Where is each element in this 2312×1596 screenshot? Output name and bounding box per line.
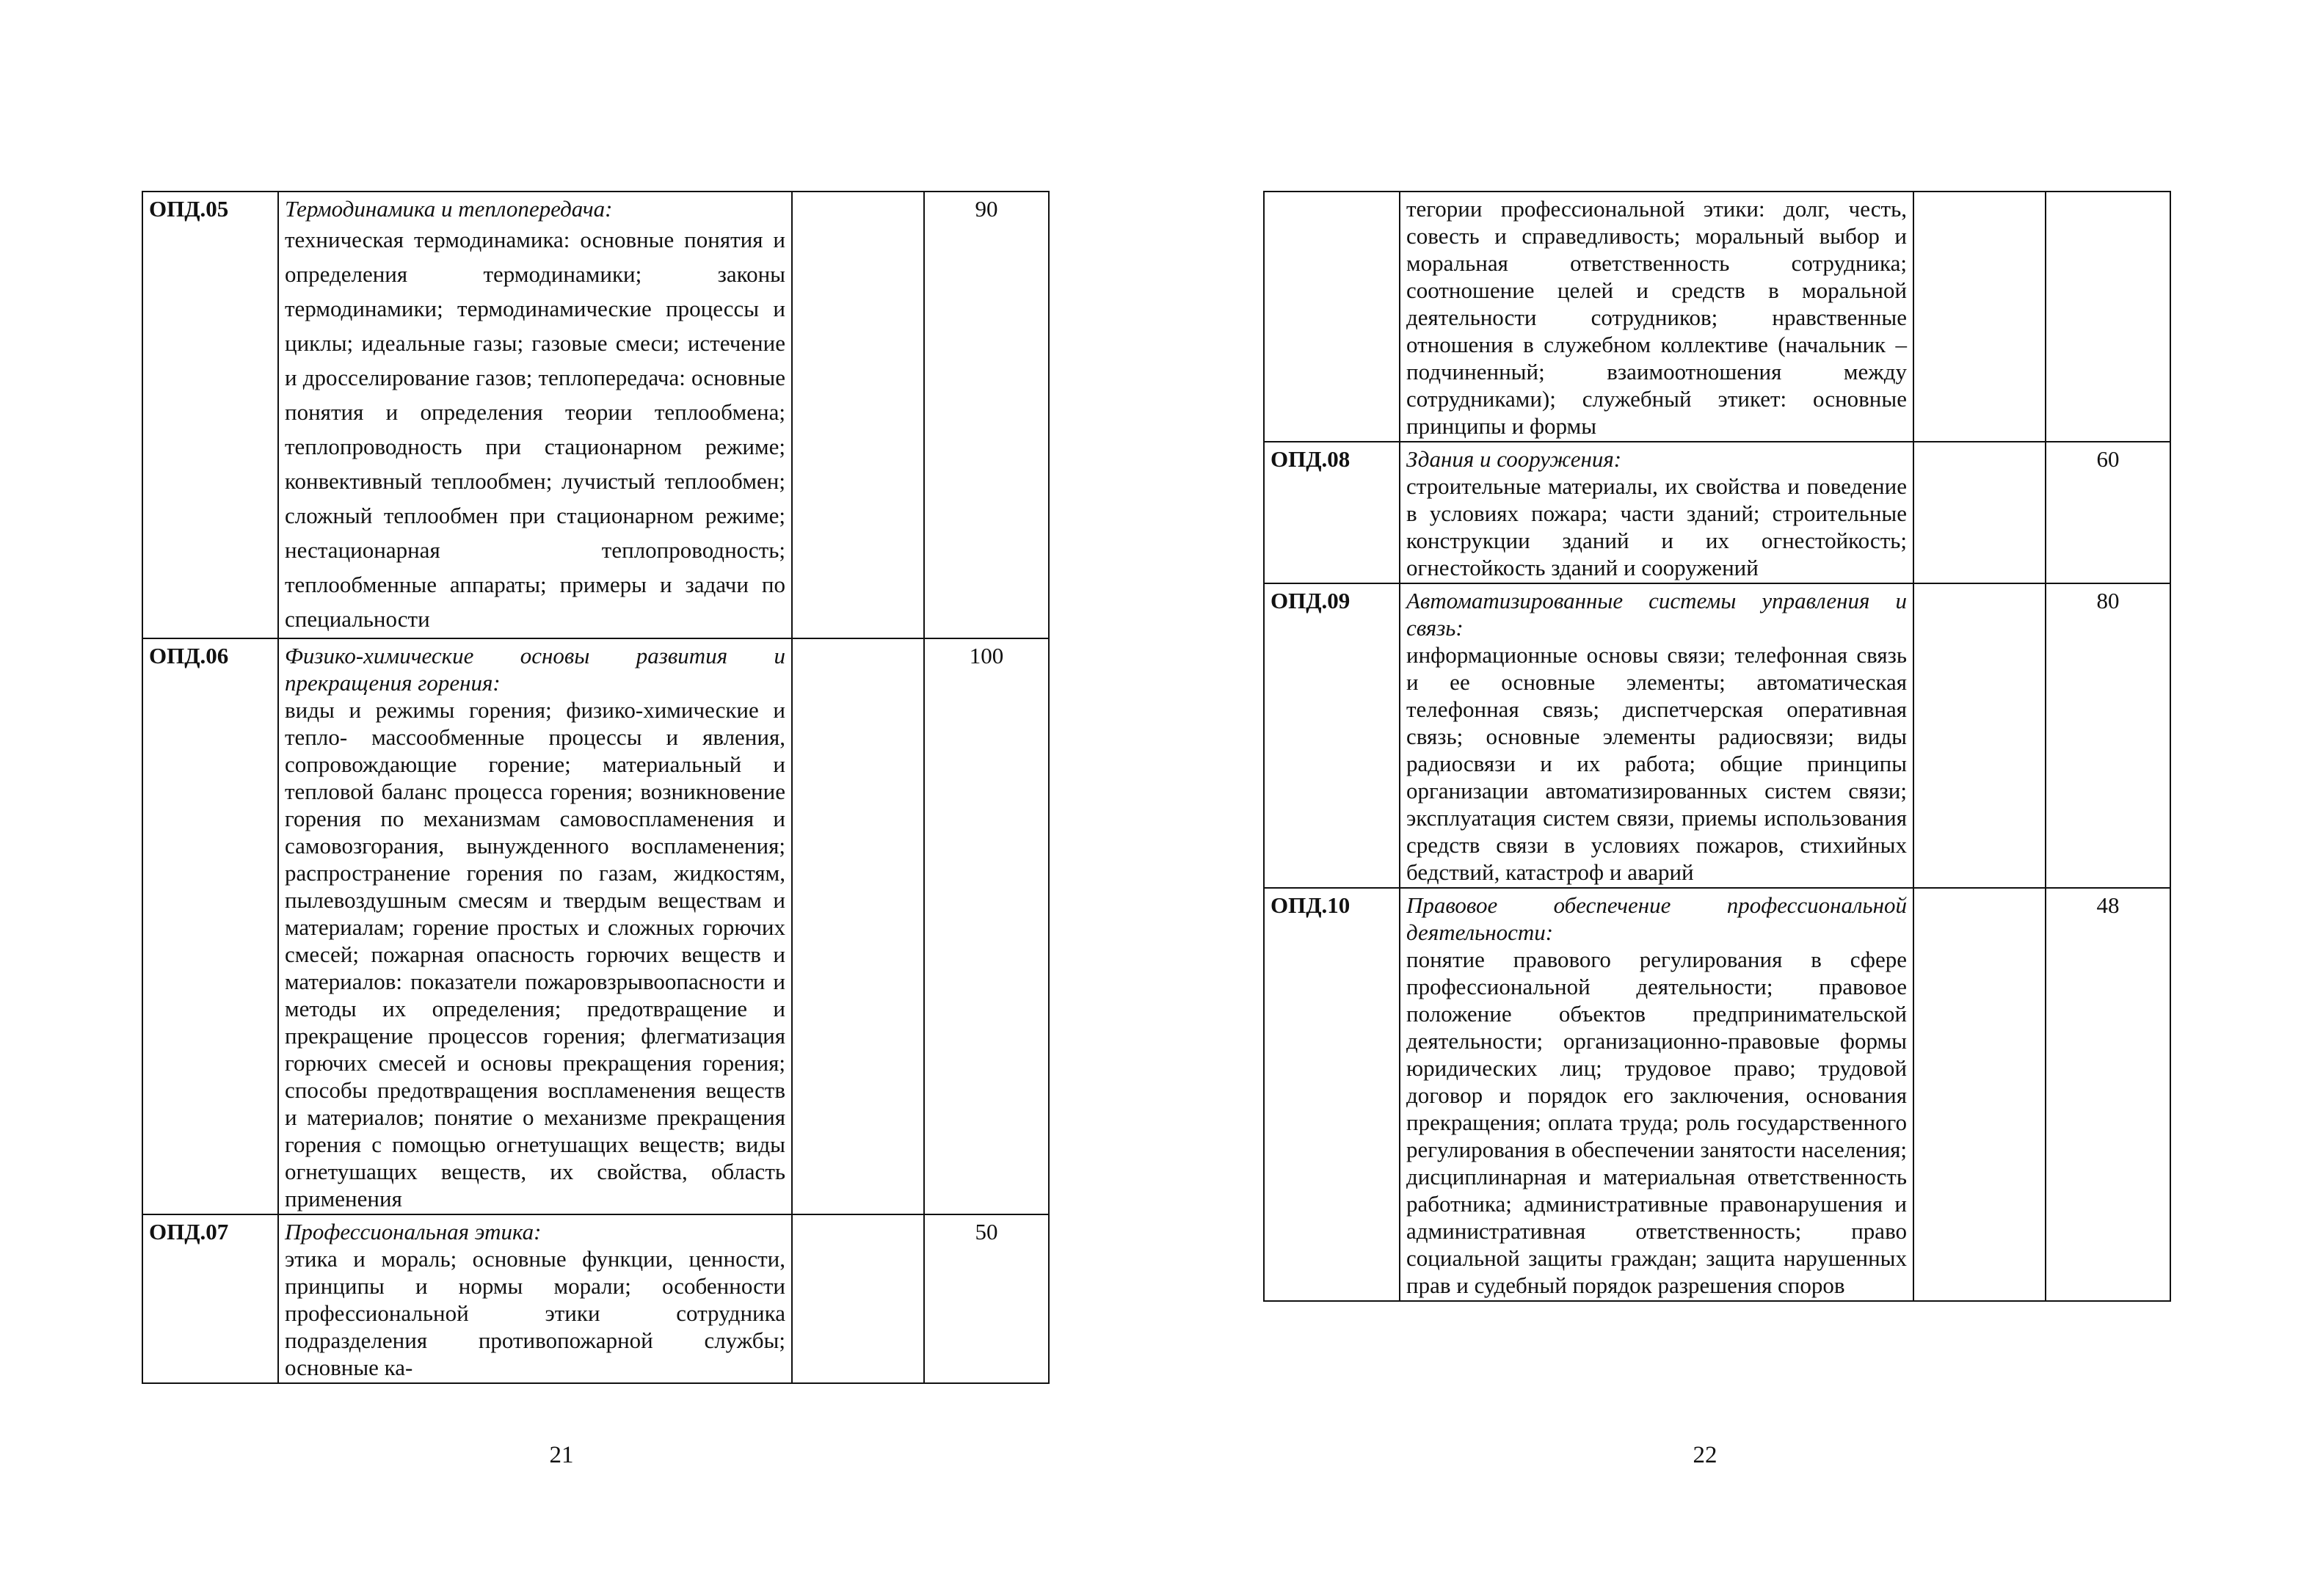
empty-cell [1913, 583, 2046, 888]
empty-cell [792, 1214, 924, 1383]
empty-cell [792, 192, 924, 638]
discipline-title: Автоматизированные системы управления и связь: [1406, 588, 1907, 641]
table-row [142, 192, 1049, 638]
discipline-text: строительные материалы, их свойства и поведение в условиях пожара; части зданий; строительные конструкции зданий и их огнестойкость; огнестойкость зданий и сооружений [1406, 473, 1907, 580]
discipline-text: этика и мораль; основные функции, ценности, принципы и нормы морали; особенности профессиональной этики сотрудника подразделения противопожарной службы; основные ка- [285, 1246, 785, 1380]
hours-value [2046, 192, 2170, 442]
table-row [1264, 442, 2170, 583]
table-row [1264, 888, 2170, 1301]
hours-value: 50 [924, 1214, 1049, 1383]
discipline-title: Профессиональная этика: [285, 1219, 542, 1245]
right-page [1156, 0, 2312, 1596]
hours-value: 48 [2046, 888, 2170, 1301]
discipline-text: техническая термодинамика: основные понятия и определения термодинамики; законы термодинамики; термодинамические процессы и циклы; идеальные газы; газовые смеси; истечение и дросселирование газов; теплопередача: основные понятия и определения теории теплообмена; теплопроводность при стационарном режиме; конвективный теплообмен; лучистый теплообмен; сложный теплообмен при стационарном режиме; нестационарная теплопроводность; теплообменные аппараты; примеры и задачи по специальности [285, 227, 785, 632]
discipline-code: ОПД.10 [1264, 888, 1400, 1301]
hours-value: 90 [924, 192, 1049, 638]
discipline-title: Физико-химические основы развития и прекращения горения: [285, 643, 785, 696]
table-row [1264, 583, 2170, 888]
discipline-text: виды и режимы горения; физико-химические и тепло- массообменные процессы и явления, сопровождающие горение; материальный и тепловой баланс процесса горения; возникновение горения по механизмам самовоспламенения и самовозгорания, вынужденного воспламенения; распространение горения по газам, жидкостям, пылевоздушным смесям и твердым веществам и материалам; горение простых и сложных горючих смесей; пожарная опасность горючих веществ и материалов: показатели пожаровзрывоопасности и методы их определения; предотвращение и прекращение процессов горения; флегматизация горючих смесей и основы прекращения горения; способы предотвращения воспламенения веществ и материалов; понятие о механизме прекращения горения с помощью огнетушащих веществ; виды огнетушащих веществ, их свойства, область применения [285, 697, 785, 1211]
empty-cell [1913, 888, 2046, 1301]
page-number: 21 [549, 1442, 574, 1468]
discipline-content [1400, 583, 1913, 888]
discipline-content [278, 638, 792, 1214]
curriculum-table-right [1263, 191, 2171, 1302]
hours-value: 60 [2046, 442, 2170, 583]
discipline-text: информационные основы связи; телефонная связь и ее основные элементы; автоматическая телефонная связь; диспетчерская оперативная связь; основные элементы радиосвязи; виды радиосвязи и их работа; общие принципы организации автоматизированных систем связи; эксплуатация систем связи, приемы использования средств связи в условиях пожаров, стихийных бедствий, катастроф и аварий [1406, 642, 1907, 885]
discipline-code [1264, 192, 1400, 442]
discipline-code: ОПД.05 [142, 192, 278, 638]
discipline-content [1400, 442, 1913, 583]
discipline-code: ОПД.06 [142, 638, 278, 1214]
discipline-title: Правовое обеспечение профессиональной деятельности: [1406, 892, 1907, 945]
discipline-content [1400, 888, 1913, 1301]
discipline-text: тегории профессиональной этики: долг, честь, совесть и справедливость; моральный выбор и моральная ответственность сотрудника; соотношение целей и средств в моральной деятельности сотрудников; нравственные отношения в служебном коллективе (начальник – подчиненный; взаимоотношения между сотрудниками); служебный этикет: основные принципы и формы [1406, 196, 1907, 439]
curriculum-table-left [142, 191, 1050, 1384]
empty-cell [1913, 192, 2046, 442]
table-row [1264, 192, 2170, 442]
discipline-title: Термодинамика и теплопередача: [285, 196, 613, 222]
empty-cell [1913, 442, 2046, 583]
hours-value: 80 [2046, 583, 2170, 888]
discipline-content [278, 192, 792, 638]
discipline-code: ОПД.08 [1264, 442, 1400, 583]
table-row [142, 638, 1049, 1214]
table-row [142, 1214, 1049, 1383]
discipline-code: ОПД.09 [1264, 583, 1400, 888]
page-number: 22 [1693, 1442, 1717, 1468]
hours-value: 100 [924, 638, 1049, 1214]
discipline-content [1400, 192, 1913, 442]
discipline-code: ОПД.07 [142, 1214, 278, 1383]
empty-cell [792, 638, 924, 1214]
discipline-text: понятие правового регулирования в сфере профессиональной деятельности; правовое положение объектов предпринимательской деятельности; организационно-правовые формы юридических лиц; трудовое право; трудовой договор и порядок его заключения, основания прекращения; оплата труда; роль государственного регулирования в обеспечении занятости населения; дисциплинарная и материальная ответственность работника; административные правонарушения и административная ответственность; право социальной защиты граждан; защита нарушенных прав и судебный порядок разрешения споров [1406, 947, 1907, 1298]
discipline-title: Здания и сооружения: [1406, 446, 1622, 472]
discipline-content [278, 1214, 792, 1383]
